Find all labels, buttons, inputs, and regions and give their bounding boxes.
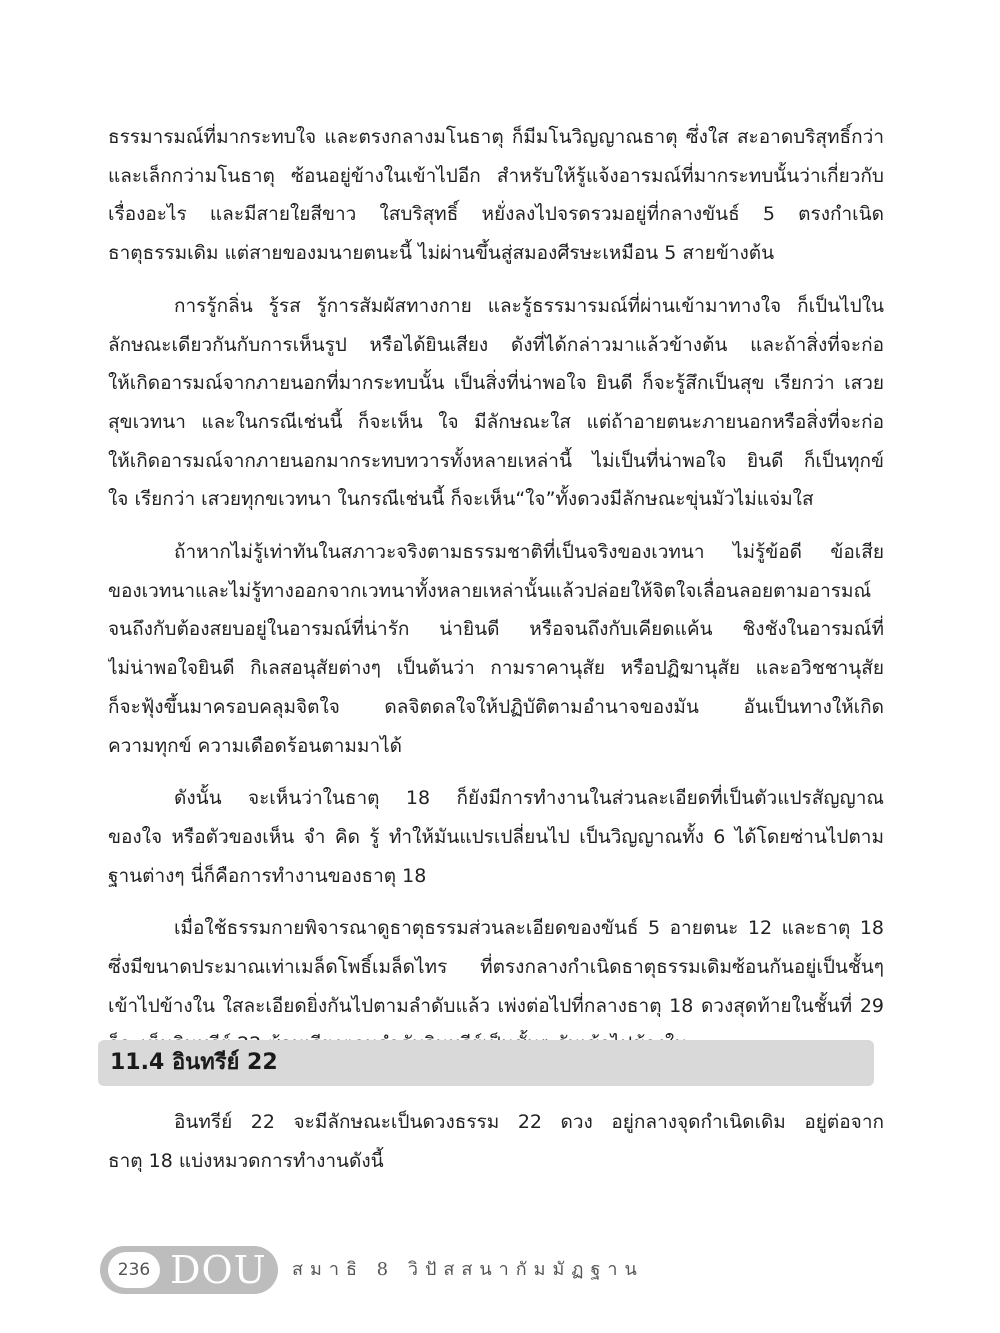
text-line: ลักษณะเดียวกันกับการเห็นรูป หรือได้ยินเสียง ดังที่ได้กล่าวมาแล้วข้างต้น และถ้าสิ่งที่จะก่อ — [108, 333, 884, 356]
text-line: ใจ เรียกว่า เสวยทุกขเวทนา ในกรณีเช่นนี้ ก็จะเห็น“ใจ”ทั้งดวงมีลักษณะขุ่นมัวไม่แจ่มใส — [108, 488, 814, 511]
body-text — [108, 118, 884, 1078]
text-line: ดังนั้น จะเห็นว่าในธาตุ 18 ก็ยังมีการทำงานในส่วนละเอียดที่เป็นตัวแปรสัญญาณ — [174, 787, 884, 810]
paragraph-4 — [108, 779, 884, 895]
publisher-logo: DOU — [170, 1248, 267, 1292]
text-line: ถ้าหากไม่รู้เท่าทันในสภาวะจริงตามธรรมชาติที่เป็นจริงของเวทนา ไม่รู้ข้อดี ข้อเสีย — [174, 541, 884, 564]
text-line: การรู้กลิ่น รู้รส รู้การสัมผัสทางกาย และรู้ธรรมารมณ์ที่ผ่านเข้ามาทางใจ ก็เป็นไปใน — [174, 294, 884, 317]
text-line: ซึ่งมีขนาดประมาณเท่าเมล็ดโพธิ์เมล็ดไทร ที่ตรงกลางกำเนิดธาตุธรรมเดิมซ้อนกันอยู่เป็นชั้นๆ — [108, 956, 884, 979]
text-line: ธาตุ 18 แบ่งหมวดการทำงานดังนี้ — [108, 1149, 384, 1172]
text-line: ธรรมารมณ์ที่มากระทบใจ และตรงกลางมโนธาตุ ก็มีมโนวิญญาณธาตุ ซึ่งใส สะอาดบริสุทธิ์กว่า — [108, 126, 884, 148]
text-line: ก็จะฟุ้งขึ้นมาครอบคลุมจิตใจ ดลจิตดลใจให้ปฏิบัติตามอำนาจของมัน อันเป็นทางให้เกิด — [108, 695, 884, 718]
section-title: 11.4 อินทรีย์ 22 — [110, 1050, 278, 1075]
section-paragraph — [108, 1103, 884, 1180]
page-number-circle — [108, 1252, 160, 1288]
page-number: 236 — [117, 1260, 151, 1280]
text-line: ความทุกข์ ความเดือดร้อนตามมาได้ — [108, 734, 403, 757]
text-line: จนถึงกับต้องสยบอยู่ในอารมณ์ที่น่ารัก น่ายินดี หรือจนถึงกับเคียดแค้น ชิงชังในอารมณ์ที่ — [108, 618, 884, 641]
text-line: ของเวทนาและไม่รู้ทางออกจากเวทนาทั้งหลายเหล่านั้นแล้วปล่อยให้จิตใจเลื่อนลอยตามอารมณ์ — [108, 579, 872, 602]
text-line: เข้าไปข้างใน ใสละเอียดยิ่งกันไปตามลำดับแล้ว เพ่งต่อไปที่กลางธาตุ 18 ดวงสุดท้ายในชั้นที่ 29 — [108, 994, 884, 1017]
text-line: ให้เกิดอารมณ์จากภายนอกมากระทบทวารทั้งหลายเหล่านี้ ไม่เป็นที่น่าพอใจ ยินดี ก็เป็นทุกข์ — [108, 449, 884, 472]
section-heading-bar — [98, 1040, 874, 1086]
text-line: เรื่องอะไร และมีสายใยสีขาว ใสบริสุทธิ์ หยั่งลงไปจรดรวมอยู่ที่กลางขันธ์ 5 ตรงกำเนิด — [108, 203, 884, 226]
page-footer — [100, 1246, 660, 1296]
paragraph-2 — [108, 287, 884, 519]
paragraph-3 — [108, 533, 884, 765]
footer-badge — [100, 1246, 278, 1294]
text-line: สุขเวทนา และในกรณีเช่นนี้ ก็จะเห็น ใจ มีลักษณะใส แต่ถ้าอายตนะภายนอกหรือสิ่งที่จะก่อ — [108, 410, 884, 433]
text-line: ไม่น่าพอใจยินดี กิเลสอนุสัยต่างๆ เป็นต้นว่า กามราคานุสัย หรือปฏิฆานุสัย และอวิชชานุสัย — [108, 657, 884, 680]
paragraph-1 — [108, 118, 884, 273]
text-line: อินทรีย์ 22 จะมีลักษณะเป็นดวงธรรม 22 ดวง อยู่กลางจุดกำเนิดเดิม อยู่ต่อจาก — [174, 1111, 884, 1133]
text-line: เมื่อใช้ธรรมกายพิจารณาดูธาตุธรรมส่วนละเอียดของขันธ์ 5 อายตนะ 12 และธาตุ 18 — [174, 917, 884, 940]
text-line: ของใจ หรือตัวของเห็น จำ คิด รู้ ทำให้มันแปรเปลี่ยนไป เป็นวิญญาณทั้ง 6 ได้โดยซ่านไปตาม — [108, 825, 884, 848]
text-line: และเล็กกว่ามโนธาตุ ซ้อนอยู่ข้างในเข้าไปอีก สำหรับให้รู้แจ้งอารมณ์ที่มากระทบนั้นว่าเกี่ยวกับ — [108, 164, 884, 187]
book-title: สมาธิ 8 วิปัสสนากัมมัฏฐาน — [292, 1259, 644, 1280]
text-line: ธาตุธรรมเดิม แต่สายของมนายตนะนี้ ไม่ผ่านขึ้นสู่สมองศีรษะเหมือน 5 สายข้างต้น — [108, 242, 775, 265]
text-line: ฐานต่างๆ นี่ก็คือการทำงานของธาตุ 18 — [108, 864, 427, 887]
text-line: ให้เกิดอารมณ์จากภายนอกที่มากระทบนั้น เป็นสิ่งที่น่าพอใจ ยินดี ก็จะรู้สึกเป็นสุข เรียกว่า เสวย — [108, 372, 884, 395]
